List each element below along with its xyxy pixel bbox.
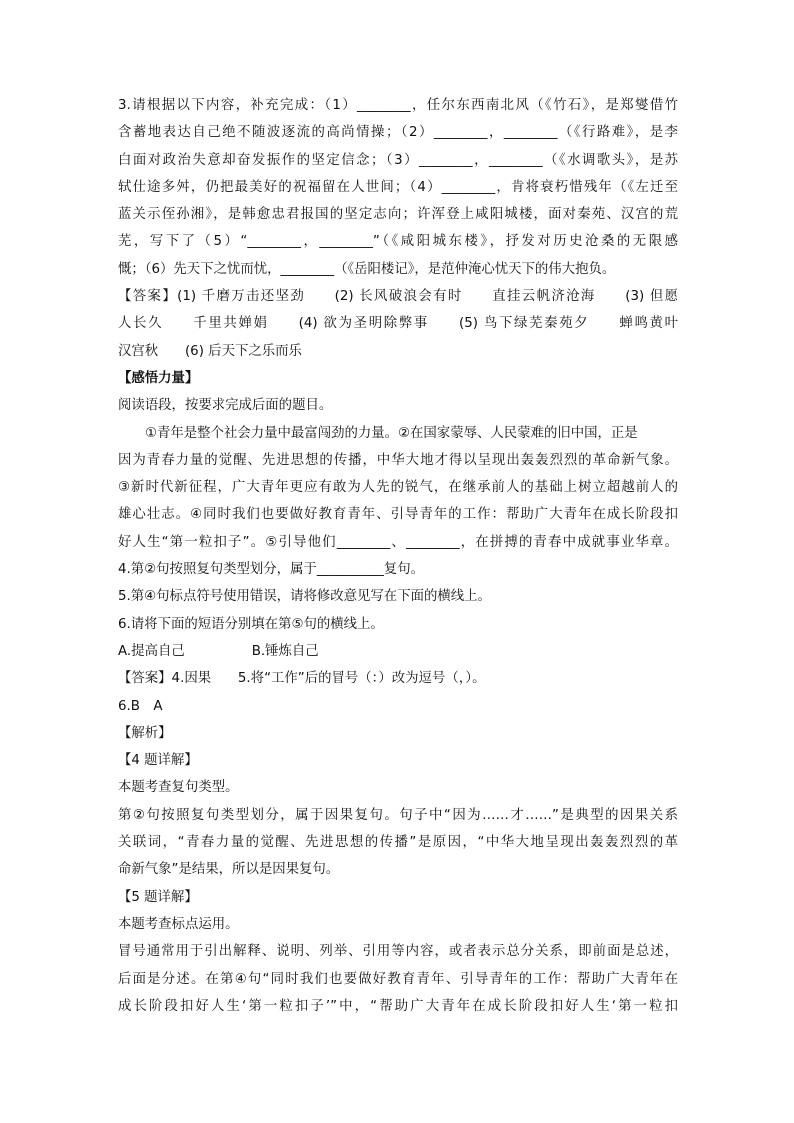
text-line: 【答案】(1) 千磨万击还坚劲 (2) 长风破浪会有时 直挂云帆济沧海 (3) 但愿 bbox=[118, 289, 678, 305]
text-line: 冒号通常用于引出解释、说明、列举、引用等内容，或者表示总分关系，即前面是总述， bbox=[118, 944, 678, 960]
text-line: 慨；（6）先天下之忧而忧，________（《岳阳楼记》，是范仲淹心忧天下的伟大抱负。 bbox=[118, 261, 616, 277]
text-line: 【感悟力量】 bbox=[118, 370, 199, 386]
text-line: 成长阶段扣好人生‘第一粒扣子’”中，“帮助广大青年在成长阶段扣好人生‘第一粒扣 bbox=[118, 998, 678, 1014]
text-line: 含蓄地表达自己绝不随波逐流的高尚情操；（2）________，________（《行路难》，是李 bbox=[118, 125, 678, 141]
text-line: 第②句按照复句类型划分，属于因果复句。句子中“因为……才……”是典型的因果关系 bbox=[118, 807, 678, 823]
text-line: 因为青春力量的觉醒、先进思想的传播，中华大地才得以呈现出轰轰烈烈的革命新气象。 bbox=[118, 452, 678, 468]
text-line: 关联词，“青春力量的觉醒、先进思想的传播”是原因，“中华大地呈现出轰轰烈烈的革 bbox=[118, 835, 678, 851]
text-line: 命新气象”是结果，所以是因果复句。 bbox=[118, 862, 340, 878]
text-line: 本题考查复句类型。 bbox=[118, 780, 239, 796]
text-line: 汉宫秋 (6) 后天下之乐而乐 bbox=[118, 343, 302, 359]
text-line: 后面是分述。在第④句“同时我们也要做好教育青年、引导青年的工作：帮助广大青年在 bbox=[118, 971, 678, 987]
text-line: 蓝关示侄孙湘》，是韩愈忠君报国的坚定志向；许浑登上咸阳城楼，面对秦苑、汉宫的荒 bbox=[118, 207, 678, 223]
text-line: 6.B A bbox=[118, 698, 163, 714]
text-line: ①青年是整个社会力量中最富闯劲的力量。②在国家蒙辱、人民蒙难的旧中国，正是 bbox=[145, 425, 638, 441]
text-line: 轼仕途多舛，仍把最美好的祝福留在人世间；（4）________，肯将衰朽惜残年（《左迁至 bbox=[118, 179, 678, 195]
text-line: 白面对政治失意却奋发振作的坚定信念；（3）________，________（《水调歌头》，是苏 bbox=[118, 152, 678, 168]
text-line: 【4 题详解】 bbox=[118, 753, 198, 769]
text-line: ③新时代新征程，广大青年更应有敢为人先的锐气，在继承前人的基础上树立超越前人的 bbox=[118, 480, 678, 496]
text-line: 人长久 千里共婵娟 (4) 欲为圣明除弊事 (5) 鸟下绿芜秦苑夕 蝉鸣黄叶 bbox=[118, 316, 678, 332]
text-line: 阅读语段，按要求完成后面的题目。 bbox=[118, 398, 333, 414]
text-line: 【5 题详解】 bbox=[118, 889, 198, 905]
text-line: 芜，写下了（5）“________，________”（《咸阳城东楼》，抒发对历史沧桑的无限感 bbox=[118, 234, 678, 250]
text-line: 6.请将下面的短语分别填在第⑤句的横线上。 bbox=[118, 616, 384, 632]
text-line: A.提高自己 B.锤炼自己 bbox=[118, 643, 319, 659]
text-line: 5.第④句标点符号使用错误，请将修改意见写在下面的横线上。 bbox=[118, 589, 491, 605]
text-line: 好人生“第一粒扣子”。⑤引导他们________、________，在拼搏的青春中成就事业华章。 bbox=[118, 534, 678, 550]
text-line: 本题考查标点运用。 bbox=[118, 916, 239, 932]
text-line: 3.请根据以下内容，补充完成：（1）________，任尔东西南北风（《竹石》，是郑燮借竹 bbox=[118, 98, 678, 113]
text-line: 【解析】 bbox=[118, 725, 172, 741]
text-line: 【答案】4.因果 5.将“工作”后的冒号（：）改为逗号（，）。 bbox=[118, 671, 486, 687]
text-line: 雄心壮志。④同时我们也要做好教育青年、引导青年的工作：帮助广大青年在成长阶段扣 bbox=[118, 507, 678, 523]
document-body bbox=[118, 92, 678, 1020]
text-line: 4.第②句按照复句类型划分，属于__________复句。 bbox=[118, 562, 424, 578]
